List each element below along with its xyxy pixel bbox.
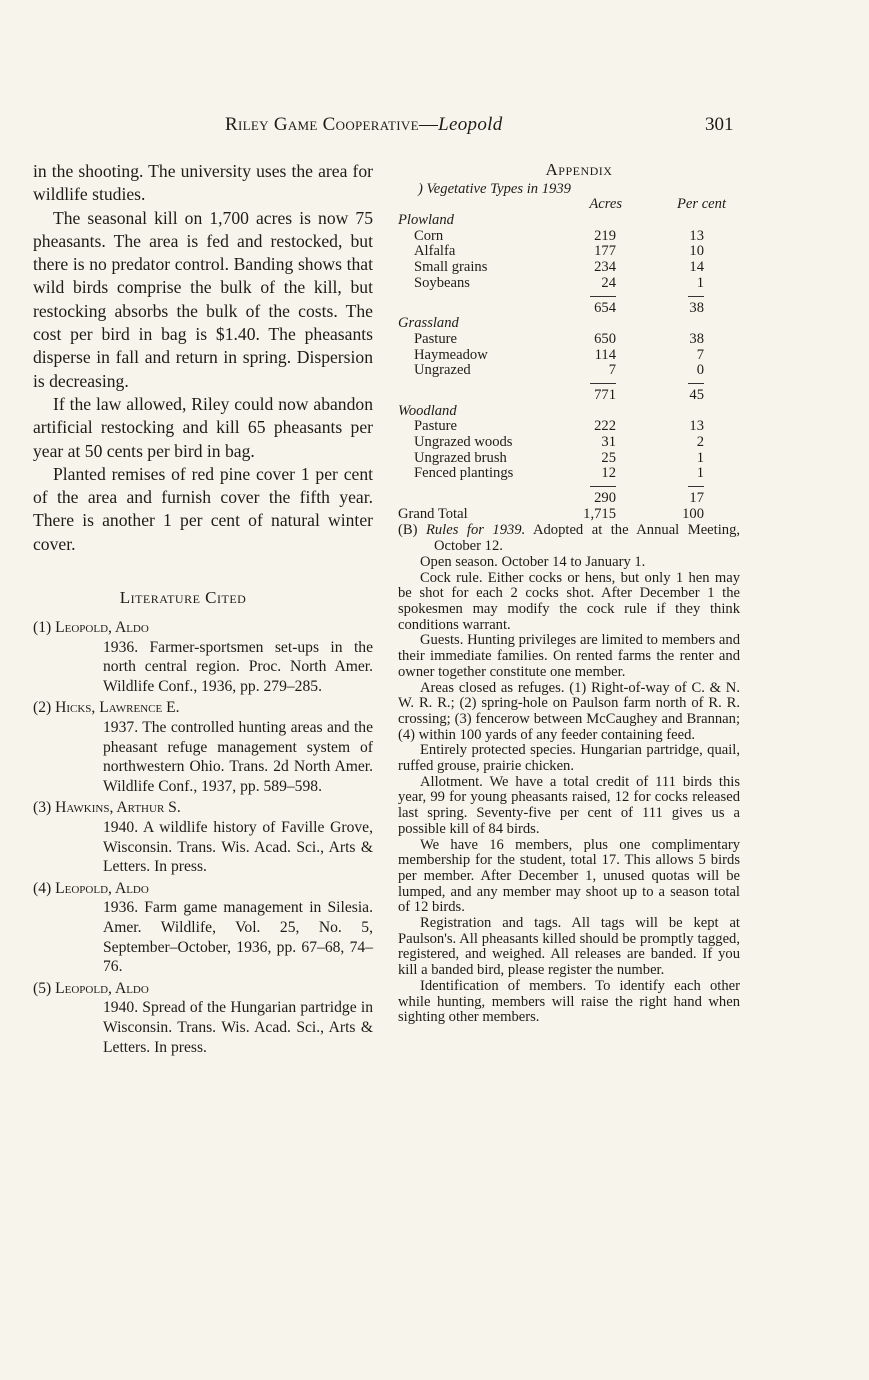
running-head-title: Riley Game Cooperative (225, 114, 419, 135)
row-label: Alfalfa (414, 243, 456, 260)
table-row (398, 229, 740, 245)
subtotal-percent: 45 (689, 386, 704, 403)
running-head-dash: — (418, 114, 439, 135)
subtotal-row (398, 388, 740, 404)
acres-cell: 12 (601, 465, 616, 482)
rule-paragraph: Guests. Hunting privileges are limited to members and their immediate families. On rented farms the renter and owner together constitute one member. (398, 632, 740, 680)
percent-cell: 14 (689, 259, 704, 276)
table-title: ) Vegetative Types in 1939 (418, 180, 571, 197)
reference-author: Leopold, Aldo (55, 879, 149, 897)
percent-cell: 38 (689, 330, 704, 347)
appendix-heading: Appendix (545, 160, 613, 179)
table-row (398, 332, 740, 348)
acres-cell: 7 (608, 362, 616, 379)
grand-total-percent: 100 (682, 505, 704, 522)
percent-cell: 2 (696, 434, 704, 451)
table-row (398, 451, 740, 467)
running-head-author: Leopold (438, 114, 503, 135)
reference-body: 1936. Farmer-sportsmen set-ups in the north central region. Proc. North Amer. Wildlife Conf., 1936, pp. 279–285. (103, 638, 373, 695)
subtotal-row (398, 491, 740, 507)
acres-cell: 650 (594, 330, 616, 347)
acres-cell: 222 (594, 418, 616, 435)
table-row (398, 435, 740, 451)
rules-intro (398, 523, 740, 554)
reference-body: 1940. A wildlife history of Faville Grove, Wisconsin. Trans. Wis. Acad. Sci., Arts & Letters. In press. (103, 818, 373, 876)
rule-paragraph: We have 16 members, plus one complimentary membership for the student, total 17. This allows 5 birds per member. After December 1, unused quotas will be lumped, and any member may shoot up to a season total of 12 birds. (398, 836, 740, 916)
table-row (398, 348, 740, 364)
reference-entry (33, 979, 373, 1057)
reference-number: (5) (33, 979, 52, 997)
acres-cell: 114 (594, 346, 616, 363)
acres-cell: 25 (601, 449, 616, 466)
reference-entry (33, 798, 373, 876)
percent-cell: 7 (696, 346, 704, 363)
table-row (398, 363, 740, 379)
row-label: Ungrazed (414, 362, 471, 379)
table-group-row (398, 213, 740, 229)
subtotal-row (398, 301, 740, 317)
table-row (398, 260, 740, 276)
reference-number: (4) (33, 879, 52, 897)
subtotal-percent: 38 (689, 299, 704, 316)
reference-author: Leopold, Aldo (55, 979, 149, 997)
percent-cell: 13 (689, 227, 704, 244)
rule-paragraph: Areas closed as refuges. (1) Right-of-way of C. & N. W. R. R.; (2) spring-hole on Paulson farm north of R. R. crossing; (3) fencerow between McCaughey and Brannan; (4) within 100 yards of any feeder containing feed. (398, 679, 740, 743)
column-header-acres: Acres (589, 196, 622, 213)
column-header-percent: Per cent (676, 196, 726, 213)
reference-entry (33, 618, 373, 696)
rules-title: Rules for 1939. (425, 522, 526, 539)
acres-cell: 31 (601, 434, 616, 451)
rule-paragraph: Identification of members. To identify each other while hunting, members will raise the right hand when sighting other members. (398, 977, 740, 1026)
running-head (225, 114, 503, 136)
row-label: Corn (414, 227, 444, 244)
acres-cell: 234 (594, 259, 616, 276)
row-label: Pasture (414, 418, 457, 435)
rules-section (398, 523, 740, 1026)
body-paragraph: If the law allowed, Riley could now abandon artificial restocking and kill 65 pheasants per year at 50 cents per bird in bag. (33, 393, 373, 461)
reference-body: 1940. Spread of the Hungarian partridge in Wisconsin. Trans. Wis. Acad. Sci., Arts & Letters. In press. (103, 999, 373, 1056)
reference-author: Leopold, Aldo (55, 619, 149, 637)
rule-paragraph: Registration and tags. All tags will be kept at Paulson's. All pheasants killed should be promptly tagged, registered, and weighed. All releases are banded. If you kill a banded bird, please register the number. (398, 915, 740, 979)
right-column (398, 162, 740, 1026)
percent-cell: 0 (696, 362, 704, 379)
table-row (398, 466, 740, 482)
percent-cell: 13 (689, 418, 704, 435)
reference-entry (33, 698, 373, 796)
reference-body: 1936. Farm game management in Silesia. Amer. Wildlife, Vol. 25, No. 5, September–October, 1936, pp. 67–68, 74–76. (103, 899, 373, 976)
rules-lead: (B) (398, 522, 418, 539)
subtotal-acres: 654 (594, 299, 616, 316)
rule-paragraph: Cock rule. Either cocks or hens, but only 1 hen may be shot for each 2 cocks shot. After December 1 the spokesmen may modify the cock rule if they think conditions warrant. (398, 569, 740, 633)
subtotal-acres: 771 (594, 386, 616, 403)
body-paragraph: in the shooting. The university uses the area for wildlife studies. (33, 161, 373, 205)
row-label: Haymeadow (414, 346, 488, 363)
reference-number: (2) (33, 699, 52, 717)
grand-total-acres: 1,715 (583, 505, 616, 522)
percent-cell: 1 (696, 449, 704, 466)
body-paragraph: Planted remises of red pine cover 1 per cent of the area and furnish cover the fifth year. There is another 1 per cent of natural winter cover. (33, 463, 373, 554)
left-column (33, 160, 373, 1059)
table-row (398, 276, 740, 292)
acres-cell: 24 (601, 274, 616, 291)
rule-paragraph: Allotment. We have a total credit of 111 birds this year, 99 for young pheasants raised, 12 for cocks released last spring. Seventy-five per cent of 111 gives us a possible kill of 84 birds. (398, 773, 740, 837)
table-row (398, 244, 740, 260)
acres-cell: 177 (594, 243, 616, 260)
reference-number: (3) (33, 799, 52, 817)
group-label: Woodland (398, 402, 457, 419)
group-label: Plowland (398, 212, 454, 229)
table-header-row (398, 197, 740, 213)
rule-paragraph: Entirely protected species. Hungarian partridge, quail, ruffed grouse, prairie chicken. (398, 742, 740, 775)
reference-author: Hicks, Lawrence E. (55, 699, 180, 717)
group-label: Grassland (398, 315, 459, 332)
row-label: Ungrazed brush (414, 449, 507, 466)
row-label: Fenced plantings (414, 465, 514, 482)
reference-body: 1937. The controlled hunting areas and the pheasant refuge management system of northwestern Ohio. Trans. 2d North Amer. Wildlife Conf., 1937, pp. 589–598. (103, 719, 373, 795)
reference-author: Hawkins, Arthur S. (55, 799, 181, 817)
table-row (398, 419, 740, 435)
page-number: 301 (705, 114, 734, 135)
rules-intro-text: Adopted at the Annual Meeting, October 12. (434, 522, 741, 555)
percent-cell: 1 (696, 274, 704, 291)
row-label: Soybeans (414, 274, 470, 291)
subtotal-percent: 17 (689, 490, 704, 507)
table-group-row (398, 404, 740, 420)
reference-number: (1) (33, 619, 52, 637)
grand-total-row (398, 507, 740, 523)
percent-cell: 1 (696, 465, 704, 482)
row-label: Ungrazed woods (414, 434, 513, 451)
row-label: Small grains (414, 259, 488, 276)
rule-paragraph: Open season. October 14 to January 1. (420, 553, 646, 570)
vegetative-types-table (398, 197, 740, 522)
grand-total-label: Grand Total (398, 505, 468, 522)
acres-cell: 219 (594, 227, 616, 244)
literature-cited-heading: Literature Cited (119, 588, 247, 608)
row-label: Pasture (414, 330, 457, 347)
running-header (0, 114, 869, 142)
percent-cell: 10 (689, 243, 704, 260)
body-paragraph: The seasonal kill on 1,700 acres is now 75 pheasants. The area is fed and restocked, but there is no predator control. Banding shows that wild birds comprise the bulk of the kill, but restocking absorbs the bulk of the costs. The cost per bird in bag is $1.40. The pheasants disperse in fall and return in spring. Dispersion is decreasing. (33, 207, 373, 391)
table-group-row (398, 316, 740, 332)
subtotal-acres: 290 (594, 490, 616, 507)
reference-entry (33, 879, 373, 977)
